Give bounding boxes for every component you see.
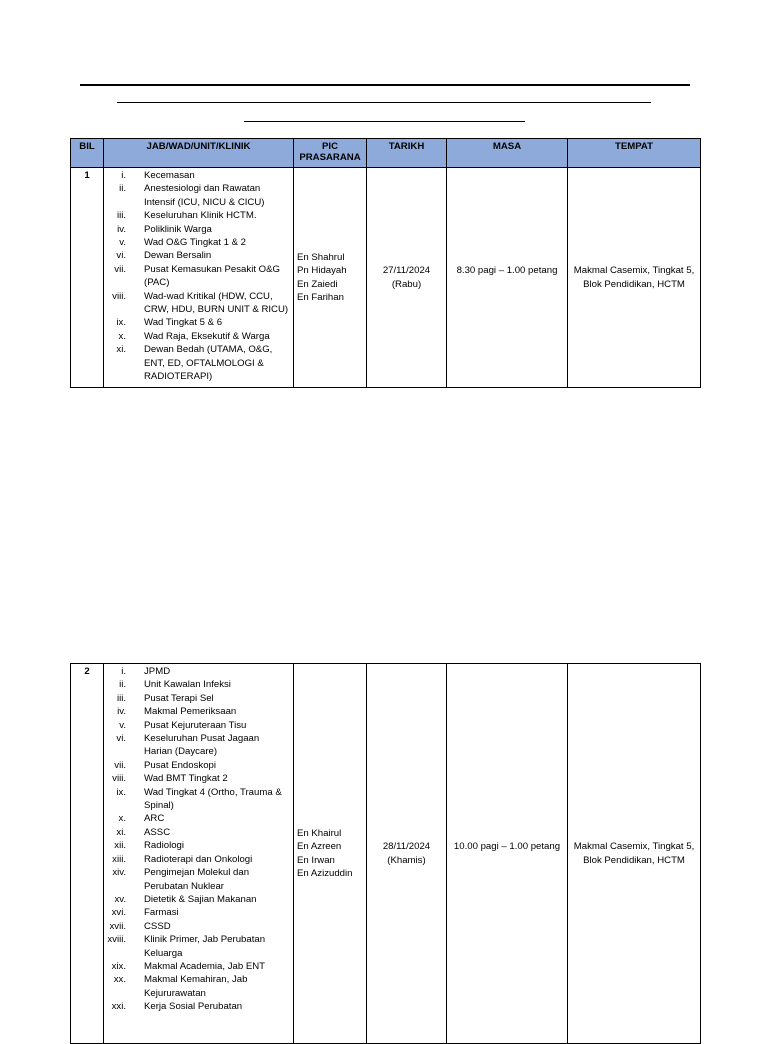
list-item-number: x. xyxy=(118,330,126,342)
list-item xyxy=(104,759,293,772)
list-item xyxy=(104,973,293,1000)
pic-name: En Irwan xyxy=(297,854,335,866)
list-item-number: iii. xyxy=(116,210,126,222)
list-item-text: Makmal Academia, Jab ENT xyxy=(144,960,266,972)
tarikh-date: 27/11/2024 xyxy=(382,265,431,277)
list-item-number: xviii. xyxy=(107,934,126,946)
list-item-number: x. xyxy=(118,813,126,825)
list-item xyxy=(104,732,293,759)
list-item-text: Poliklinik Warga xyxy=(144,223,212,235)
list-item xyxy=(104,906,293,919)
list-item-number: i. xyxy=(121,170,126,181)
list-item-number: v. xyxy=(119,719,126,731)
header-bil: BIL xyxy=(71,139,104,168)
list-item xyxy=(104,236,293,249)
tarikh-cell xyxy=(367,664,447,1044)
list-item-number: ii. xyxy=(119,183,126,195)
list-item xyxy=(104,826,293,839)
list-item-text: Farmasi xyxy=(144,907,179,919)
list-item xyxy=(104,263,293,290)
list-item-number: xi. xyxy=(116,826,126,838)
list-item xyxy=(104,290,293,317)
list-item-text: Pusat Kemasukan Pesakit O&G (PAC) xyxy=(144,263,280,289)
list-item xyxy=(104,719,293,732)
unit-list xyxy=(104,168,294,388)
list-item xyxy=(104,920,293,933)
list-item-number: vi. xyxy=(116,250,126,262)
list-item xyxy=(104,705,293,718)
unit-list xyxy=(104,664,294,1044)
list-item-number: viii. xyxy=(112,290,126,302)
list-item-text: Keseluruhan Pusat Jagaan Harian (Daycare) xyxy=(144,733,260,758)
list-item xyxy=(104,182,293,209)
list-item-number: v. xyxy=(119,237,126,249)
header-pic-line2: PRASARANA xyxy=(299,152,361,163)
row-bil: 1 xyxy=(71,168,104,388)
table-row xyxy=(71,664,701,1044)
row-bil: 2 xyxy=(71,664,104,1044)
list-item-text: Makmal Pemeriksaan xyxy=(144,706,237,718)
pic-cell xyxy=(294,664,367,1044)
list-item-text: Dewan Bersalin xyxy=(144,250,212,262)
list-item-text: Radioterapi dan Onkologi xyxy=(144,853,253,865)
list-item-number: xix. xyxy=(111,960,126,972)
list-item-text: Pusat Kejuruteraan Tisu xyxy=(144,719,247,731)
header-pic xyxy=(294,139,367,168)
list-item-text: ASSC xyxy=(144,826,171,838)
list-item-text: Kecemasan xyxy=(144,170,195,181)
list-item-text: CSSD xyxy=(144,920,171,932)
list-item-number: xiv. xyxy=(112,867,126,879)
list-item xyxy=(104,316,293,329)
list-item-number: xv. xyxy=(114,893,126,905)
list-item-number: viii. xyxy=(112,773,126,785)
list-item xyxy=(104,839,293,852)
list-item-number: iv. xyxy=(117,223,126,235)
pic-name: En Shahrul xyxy=(297,251,345,263)
pic-name: En Azizuddin xyxy=(297,867,353,879)
list-item-text: Wad O&G Tingkat 1 & 2 xyxy=(144,237,247,249)
list-item-number: xvi. xyxy=(111,907,126,919)
tarikh-day: (Khamis) xyxy=(387,854,426,866)
list-item-text: Pengimejan Molekul dan Perubatan Nuklear xyxy=(144,867,250,892)
list-item xyxy=(104,1000,293,1013)
tarikh-date: 28/11/2024 xyxy=(382,841,431,853)
tempat-cell: Makmal Casemix, Tingkat 5, Blok Pendidikan, HCTM xyxy=(568,168,701,388)
list-item xyxy=(104,772,293,785)
list-item-text: Pusat Terapi Sel xyxy=(144,692,214,704)
schedule-table-2 xyxy=(70,663,701,1044)
list-item xyxy=(104,678,293,691)
list-item-text: Makmal Kemahiran, Jab Kejururawatan xyxy=(144,974,248,999)
header-tempat: TEMPAT xyxy=(568,139,701,168)
list-item-text: Wad Tingkat 4 (Ortho, Trauma & Spinal) xyxy=(144,786,282,812)
list-item-text: Dewan Bedah (UTAMA, O&G, ENT, ED, OFTALMOLOGI & RADIOTERAPI) xyxy=(144,344,273,383)
schedule-table-1 xyxy=(70,138,701,388)
list-item xyxy=(104,249,293,262)
list-item-number: vii. xyxy=(114,263,126,275)
list-item-text: Keseluruhan Klinik HCTM. xyxy=(144,210,257,222)
list-item-text: Wad BMT Tingkat 2 xyxy=(144,773,228,785)
pic-name: Pn Hidayah xyxy=(297,265,347,277)
list-item-number: xi. xyxy=(116,344,126,356)
header-masa: MASA xyxy=(447,139,568,168)
list-item-number: ii. xyxy=(119,679,126,691)
header-pic-line1: PIC xyxy=(322,141,338,152)
list-item-text: ARC xyxy=(144,813,165,825)
pic-name: En Khairul xyxy=(297,827,342,839)
list-item-text: Wad-wad Kritikal (HDW, CCU, CRW, HDU, BURN UNIT & RICU) xyxy=(144,290,289,316)
list-item xyxy=(104,665,293,678)
list-item-number: ix. xyxy=(116,786,126,798)
pic-name: En Zaiedi xyxy=(297,278,338,290)
list-item xyxy=(104,343,293,383)
list-item-number: iii. xyxy=(116,692,126,704)
list-item xyxy=(104,866,293,893)
list-item xyxy=(104,223,293,236)
header-jab: JAB/WAD/UNIT/KLINIK xyxy=(104,139,294,168)
list-item-text: JPMD xyxy=(144,666,171,677)
list-item-text: Unit Kawalan Infeksi xyxy=(144,679,231,691)
list-item-text: Dietetik & Sajian Makanan xyxy=(144,893,257,905)
list-item-text: Anestesiologi dan Rawatan Intensif (ICU, NICU & CICU) xyxy=(144,183,265,208)
list-item-text: Kerja Sosial Perubatan xyxy=(144,1001,243,1013)
list-item xyxy=(104,893,293,906)
title-rule-1 xyxy=(80,84,690,86)
list-item-number: xx. xyxy=(113,974,126,986)
tarikh-day: (Rabu) xyxy=(391,278,422,290)
list-item xyxy=(104,960,293,973)
list-item xyxy=(104,169,293,182)
list-item-number: xxi. xyxy=(111,1001,126,1013)
list-item-number: vii. xyxy=(114,759,126,771)
masa-cell: 10.00 pagi – 1.00 petang xyxy=(447,664,568,1044)
pic-cell xyxy=(294,168,367,388)
table-row xyxy=(71,168,701,388)
tarikh-cell xyxy=(367,168,447,388)
pic-name: En Azreen xyxy=(297,841,342,853)
masa-cell: 8.30 pagi – 1.00 petang xyxy=(447,168,568,388)
list-item-text: Radiologi xyxy=(144,840,185,852)
tempat-cell: Makmal Casemix, Tingkat 5, Blok Pendidikan, HCTM xyxy=(568,664,701,1044)
list-item xyxy=(104,786,293,813)
list-item-text: Pusat Endoskopi xyxy=(144,759,216,771)
list-item-number: xvii. xyxy=(109,920,126,932)
list-item xyxy=(104,853,293,866)
list-item-text: Wad Raja, Eksekutif & Warga xyxy=(144,330,270,342)
list-item xyxy=(104,209,293,222)
list-item-number: xii. xyxy=(114,840,126,852)
list-item-number: xiii. xyxy=(112,853,126,865)
list-item-text: Klinik Primer, Jab Perubatan Keluarga xyxy=(144,934,266,959)
header-tarikh: TARIKH xyxy=(367,139,447,168)
list-item xyxy=(104,933,293,960)
pic-name: En Farihan xyxy=(297,291,344,303)
list-item-number: ix. xyxy=(116,317,126,329)
list-item xyxy=(104,330,293,343)
list-item-text: Wad Tingkat 5 & 6 xyxy=(144,317,223,329)
list-item xyxy=(104,692,293,705)
table-header-row xyxy=(71,139,701,168)
list-item-number: iv. xyxy=(117,706,126,718)
list-item xyxy=(104,812,293,825)
list-item-number: vi. xyxy=(116,733,126,745)
title-rule-3 xyxy=(244,121,525,122)
list-item-number: i. xyxy=(121,666,126,677)
title-rule-2 xyxy=(117,102,651,103)
